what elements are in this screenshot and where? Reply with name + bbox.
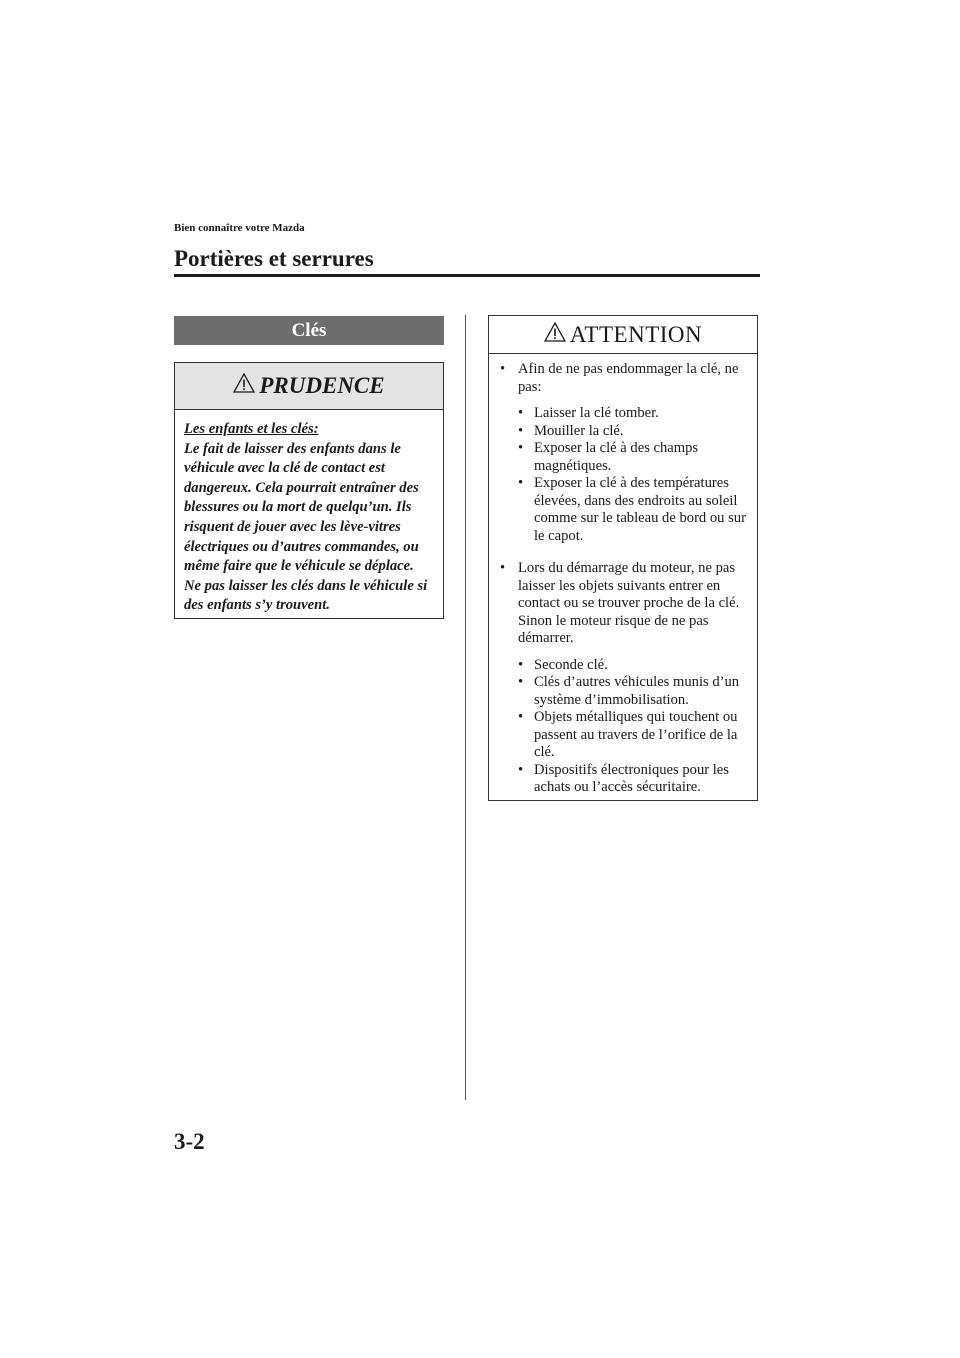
list-item-text: Mouiller la clé. [534,422,624,439]
prudence-subtitle: Les enfants et les clés: [184,421,319,437]
list-item [518,657,747,675]
prudence-box [174,362,444,619]
prudence-header [175,363,443,410]
page-number: 3-2 [174,1129,205,1154]
list-item-text: Seconde clé. [534,656,608,673]
bullet: • [518,475,524,491]
prudence-label: PRUDENCE [259,373,385,398]
attention-item-text: Afin de ne pas endommager la clé, ne pas: [518,361,739,395]
list-item [518,475,747,545]
attention-sublist [518,657,747,797]
list-item-text: Exposer la clé à des températures élevées, dans des endroits au soleil comme sur le tableau de bord ou sur le capot. [534,475,746,544]
attention-item [498,560,747,797]
bullet: • [518,440,524,456]
cles-banner: Clés [174,316,444,345]
list-item [518,762,747,797]
list-item-text: Dispositifs électroniques pour les achats ou l’accès sécuritaire. [534,761,729,795]
page-title: Portières et serrures [174,246,374,271]
list-item [518,674,747,709]
column-divider [465,315,466,1100]
attention-item [498,361,747,545]
attention-box [488,315,758,801]
bullet: • [518,761,524,778]
bullet: • [518,709,524,725]
bullet: • [518,422,524,439]
list-item-text: Exposer la clé à des champs magnétiques. [534,440,699,474]
prudence-body [175,410,443,616]
bullet: • [500,361,506,377]
attention-label: ATTENTION [569,321,703,347]
warning-triangle-icon [544,322,566,342]
bullet: • [518,656,524,673]
section-label: Bien connaître votre Mazda [174,222,305,234]
list-item [518,405,747,423]
header-rule [174,274,760,277]
bullet: • [500,560,506,576]
warning-triangle-icon [233,373,255,393]
list-item [518,440,747,475]
attention-header [489,316,757,354]
list-item-text: Laisser la clé tomber. [534,405,659,421]
attention-sublist [518,405,747,545]
list-item-text: Clés d’autres véhicules munis d’un système d’immobilisation. [534,674,740,708]
list-item-text: Objets métalliques qui touchent ou passent au travers de l’orifice de la clé. [534,709,738,760]
attention-body [489,354,757,797]
list-item [518,423,747,441]
bullet: • [518,674,524,690]
prudence-text: Le fait de laisser des enfants dans le véhicule avec la clé de contact est dangereux. Cela pourrait entraîner des blessures ou la mort de quelqu’un. Ils risquent de jouer avec les lève-vitres électriques ou d’autres commandes, ou même faire que le véhicule se déplace. Ne pas laisser les clés dans le véhicule si des enfants s’y trouvent. [184,440,428,614]
list-item [518,709,747,762]
attention-item-text: Lors du démarrage du moteur, ne pas laisser les objets suivants entrer en contact ou se trouver proche de la clé. Sinon le moteur risque de ne pas démarrer. [518,560,740,646]
bullet: • [518,405,524,421]
